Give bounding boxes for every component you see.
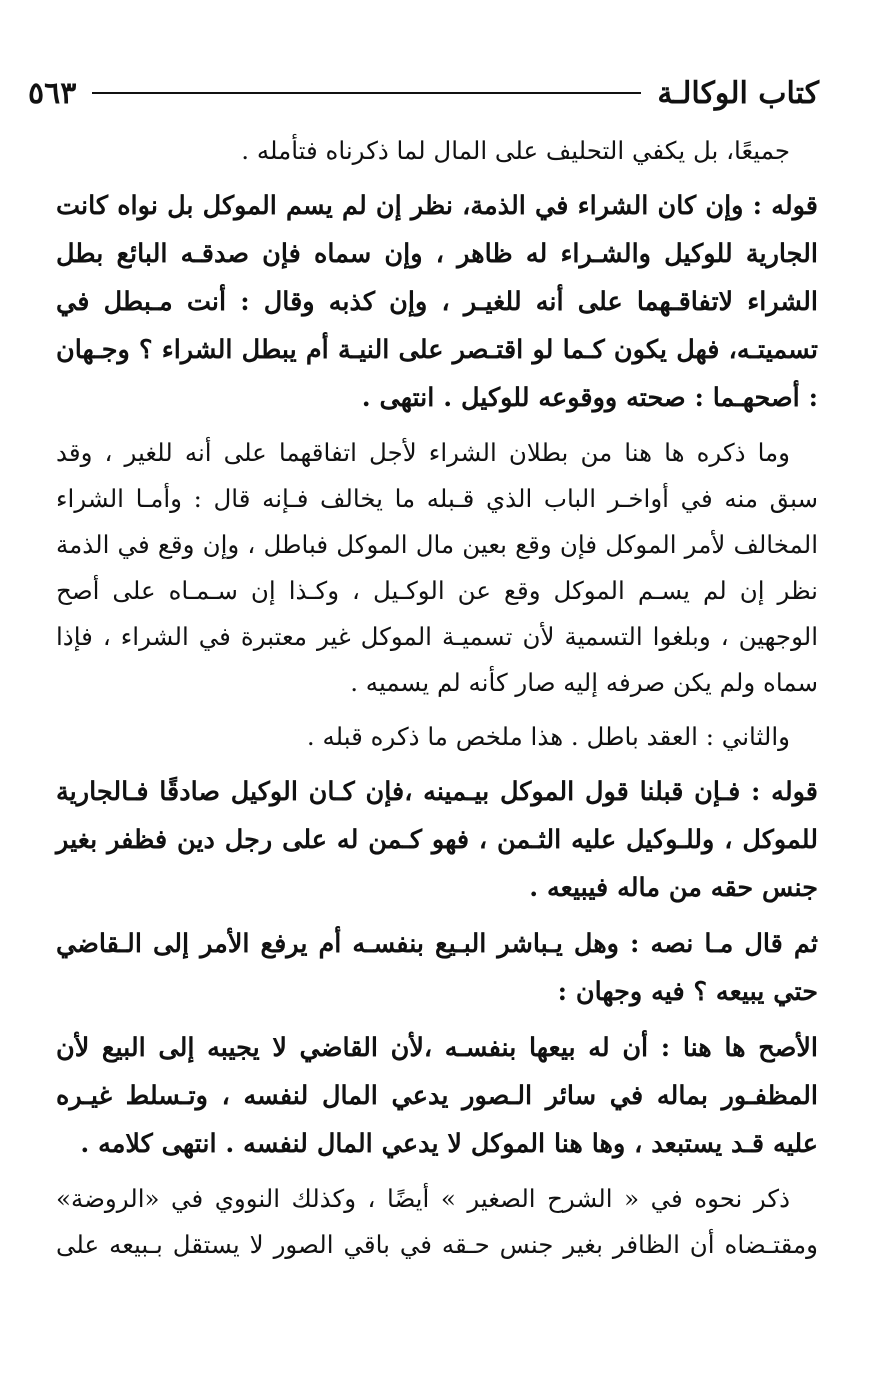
paragraph-quote-sale: ثم قال مـا نصه : وهل يـباشر البـيع بنفسـه أم يرفع الأمر إلى الـقاضي حتي يبيعه ؟ فيه وجهان : [56,929,818,1007]
chapter-title: كتاب الوكالـة [657,75,819,111]
header-rule [92,92,641,94]
running-header [28,68,819,118]
paragraph-closing: ذكر نحوه في « الشرح الصغير » أيضًا ، وكذلك النووي في «الروضة» ومقتـضاه أن الظافر بغير جنس حـقه في باقي الصور لا يستقل بـبيعه على [56,1184,818,1259]
paragraph-quote-oath: قوله : فـإن قبلنا قول الموكل بيـمينه ،فإن كـان الوكيل صادقًا فـالجارية للموكل ، وللـوكيل عليه الثـمن ، فهو كـمن له على رجل دين فظفر بغير جنس حقه من ماله فيبيعه . [56,777,818,903]
paragraph-second-view: والثاني : العقد باطل . هذا ملخص ما ذكره قبله . [306,722,790,751]
page-number: ٥٦٣ [28,75,77,111]
paragraph-quote-purchase: قوله : وإن كان الشراء في الذمة، نظر إن لم يسم الموكل بل نواه كانت الجارية للوكيل والشـراء له ظاهر ، وإن سماه فإن صدقـه البائع بطل الشراء لاتفاقـهما على أنه للغيـر ، وإن كذبه وقال : أنت مـبطل في تسميتـه، فهل يكون كـما لو اقتـصر على النيـة أم يبطل الشراء ؟ وجـهان : أصحهـما : صحته ووقوعه للوكيل . انتهى . [56,191,818,413]
paragraph-continuation: جميعًا، بل يكفي التحليف على المال لما ذكرناه فتأمله . [241,136,790,165]
body-text [56,128,818,1276]
paragraph-commentary: وما ذكره ها هنا من بطلان الشراء لأجل اتفاقهما على أنه للغير ، وقد سبق منه في أواخـر الباب الذي قـبله ما يخالف فـإنه قال : وأمـا الشراء المخالف لأمر الموكل فإن وقع بعين مال الموكل فباطل ، وإن وقع في الذمة نظر إن لم يسـم الموكل وقع عن الوكـيل ، وكـذا إن سـمـاه على أصح الوجهين ، وبلغوا التسمية لأن تسميـة الموكل غير معتبرة في الشراء ، فإذا سماه ولم يكن صرفه إليه صار كأنه لم يسميه . [56,438,818,697]
paragraph-quote-preferred: الأصح ها هنا : أن له بيعها بنفسـه ،لأن القاضي لا يجيبه إلى البيع لأن المظفـور بماله في سائر الـصور يدعي المال لنفسه ، وتـسلط غيـره عليه قـد يستبعد ، وها هنا الموكل لا يدعي المال لنفسه . انتهى كلامه . [56,1033,818,1159]
